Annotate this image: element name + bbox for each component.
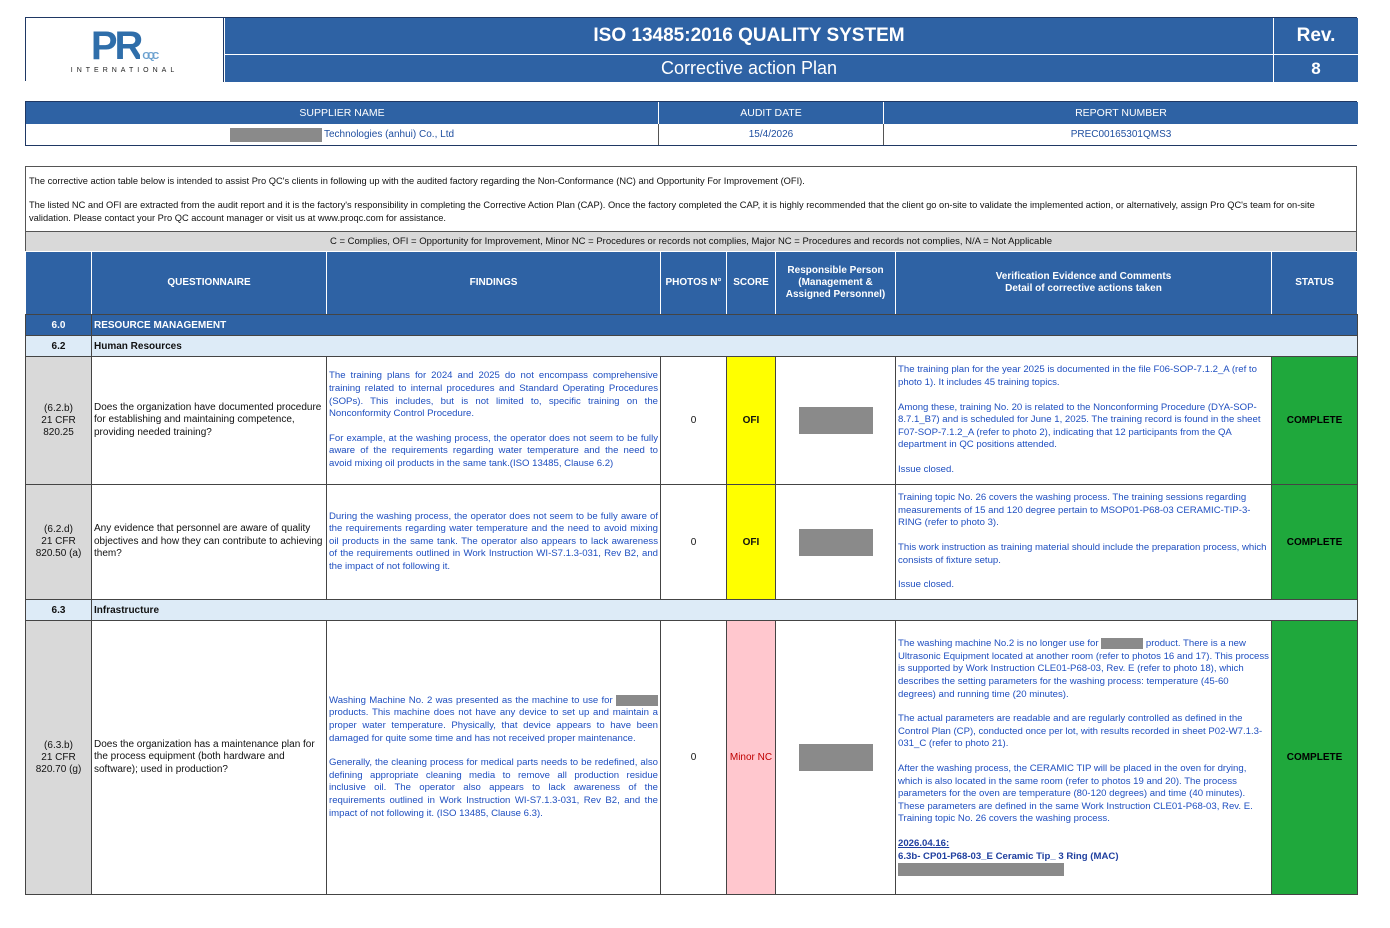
section-number: 6.0 — [26, 315, 92, 336]
verification-paragraph: Issue closed. — [898, 579, 954, 591]
verification-paragraph: The training plan for the year 2025 is documented in the file F06-SOP-7.1.2_A (ref to photo 1). It includes 45 training topics. — [898, 364, 1257, 389]
verification-text: product. There is a new Ultrasonic Equipment located at another room (refer to photos 16 and 17). This process is supported by Work Instruction CLE01-P68-03, Rev. E (refer to photo 18), which describes the setting parameters for the washing process: temperature (45-60 degrees) and running time (20 minutes). — [898, 638, 1269, 700]
verification-file-text: 6.3b- CP01-P68-03_E Ceramic Tip_ 3 Ring (MAC) — [898, 850, 1119, 862]
findings-header: FINDINGS — [327, 252, 661, 315]
verification-header-line-1: Verification Evidence and Comments — [995, 271, 1172, 282]
table-row — [26, 621, 1358, 895]
redacted-block — [230, 128, 322, 142]
audit-date-value: 15/4/2026 — [659, 124, 884, 145]
verification-paragraph: Training topic No. 26 covers the washing process. The training sessions regarding measurements of 15 and 120 degree pertain to MSOP01-P68-03 CERAMIC-TIP-3-RING (refer to photo 3). — [898, 492, 1251, 529]
photos-cell: 0 — [661, 485, 727, 600]
supplier-info-table — [25, 101, 1357, 146]
document-subtitle: Corrective action Plan — [224, 55, 1273, 82]
finding-paragraph: The training plans for 2024 and 2025 do not encompass comprehensive training related to internal procedures and Standard Operating Procedures (SOPs). This includes, but is not limited to, specific training on the Nonconformity Control Procedure. — [329, 370, 658, 420]
responsible-header-line-2: (Management & — [798, 277, 873, 288]
verification-file — [898, 851, 1269, 864]
findings-cell — [327, 621, 661, 895]
subsection-row — [26, 336, 1358, 357]
redacted-block — [1101, 638, 1143, 649]
intro-paragraph-1: The corrective action table below is intended to assist Pro QC's clients in following up with the audited factory regarding the Non-Conformance (NC) and Opportunity For Improvement (OFI). — [29, 176, 805, 186]
score-cell: Minor NC — [727, 621, 776, 895]
verification-cell — [896, 357, 1272, 485]
status-cell: COMPLETE — [1272, 621, 1358, 895]
verification-paragraph: After the washing process, the CERAMIC TIP will be placed in the oven for drying, which is also located in the same room (refer to photos 19 and 20). The process parameters for the oven are temperature (80-120 degrees) and time (40 minutes). These parameters are defined in the same Work Instruction CLE01-P68-03, Rev. E. Training topic No. 26 covers the washing process. — [898, 763, 1253, 825]
responsible-cell — [776, 357, 896, 485]
verification-cell — [896, 485, 1272, 600]
responsible-header — [776, 252, 896, 315]
verification-paragraph — [898, 638, 1269, 701]
subsection-number: 6.2 — [26, 336, 92, 357]
clause-header — [26, 252, 92, 315]
table-row — [26, 485, 1358, 600]
subsection-title: Infrastructure — [92, 600, 1358, 621]
status-cell: COMPLETE — [1272, 485, 1358, 600]
questionnaire-header: QUESTIONNAIRE — [92, 252, 327, 315]
verification-redacted-line — [898, 863, 1269, 877]
clause-cell — [26, 485, 92, 600]
section-row — [26, 315, 1358, 336]
verification-cell — [896, 621, 1272, 895]
clause-line: 820.25 — [43, 426, 74, 438]
clause-line: (6.2.d) — [44, 524, 73, 535]
finding-paragraph — [329, 695, 658, 745]
logo-mark: PR OQC — [90, 23, 157, 68]
clause-cell — [26, 357, 92, 485]
clause-line: 21 CFR — [41, 751, 76, 763]
redacted-block — [799, 744, 873, 771]
intro-paragraph-2: The listed NC and OFI are extracted from the audit report and it is the factory's responsibility in completing the Corrective Action Plan (CAP). Once the factory completed the CAP, it is highly recommended that the client go on-site to validate the implemented action, or alternatively, assign Pro QC's team for on-site validation. Please contact your Pro QC account manager or visit us at www.proqc.com for assistance. — [29, 200, 1315, 223]
subsection-row — [26, 600, 1358, 621]
clause-line: (6.3.b) — [44, 739, 73, 751]
clause-line: 820.50 (a) — [35, 548, 82, 559]
subsection-number: 6.3 — [26, 600, 92, 621]
score-legend: C = Complies, OFI = Opportunity for Improvement, Minor NC = Procedures or records not complies, Major NC = Procedures and records not complies, N/A = Not Applicable — [26, 231, 1356, 251]
redacted-block — [898, 863, 1064, 876]
redacted-block — [799, 407, 873, 434]
finding-text: products. This machine does not have any device to set up and maintain a proper water temperature. Physically, that device appears to have been damaged for quite some time and has not received proper maintenance. — [329, 707, 658, 744]
redacted-block — [799, 529, 873, 556]
supplier-name-text: Technologies (anhui) Co., Ltd — [323, 129, 455, 140]
report-number-header: REPORT NUMBER — [884, 102, 1358, 124]
supplier-name-value — [26, 124, 659, 145]
verification-date — [898, 838, 1269, 851]
audit-date-header: AUDIT DATE — [659, 102, 884, 124]
verification-date-text: 2026.04.16: — [898, 837, 950, 849]
verification-paragraph: This work instruction as training material should include the preparation process, which consists of fixture setup. — [898, 542, 1267, 566]
revision-value: 8 — [1273, 55, 1358, 82]
clause-line: 820.70 (g) — [35, 763, 82, 775]
photos-header: PHOTOS N° — [661, 252, 727, 315]
document-title: ISO 13485:2016 QUALITY SYSTEM — [224, 18, 1273, 55]
score-cell: OFI — [727, 357, 776, 485]
corrective-action-table — [25, 251, 1358, 895]
question-cell: Any evidence that personnel are aware of quality objectives and how they can contribute to achieving them? — [92, 485, 327, 600]
verification-paragraph: Issue closed. — [898, 463, 954, 475]
photos-cell: 0 — [661, 621, 727, 895]
verification-header-line-2: Detail of corrective actions taken — [1005, 283, 1162, 294]
score-header: SCORE — [727, 252, 776, 315]
status-header: STATUS — [1272, 252, 1358, 315]
findings-cell — [327, 485, 661, 600]
photos-cell: 0 — [661, 357, 727, 485]
intro-box — [25, 166, 1357, 251]
revision-label: Rev. — [1273, 18, 1358, 55]
table-row — [26, 357, 1358, 485]
verification-paragraph: Among these, training No. 20 is related to the Nonconforming Procedure (DYA-SOP-8.7.1_B7) and is scheduled for June 1, 2025. The training record is found in the sheet F07-SOP-7.1.2_A (refer to photo 2), indicating that 12 participants from the QA department in QC positions attended. — [898, 401, 1261, 451]
document-header — [25, 17, 1357, 81]
verification-paragraph: The actual parameters are readable and are regularly controlled as defined in the Control Plan (CP), conducted once per lot, with results recorded in sheet P02-W7.1.3-031_C (refer to photo 21). — [898, 713, 1263, 750]
table-header-row — [26, 252, 1358, 315]
question-cell: Does the organization has a maintenance plan for the process equipment (both hardware and software); used in production? — [92, 621, 327, 895]
finding-paragraph: Generally, the cleaning process for medical parts needs to be redefined, also defining appropriate cleaning media to remove all production residue inclusive oil. The operator also appears to lack awareness of the requirements outlined in Work Instruction WI-S7.1.3-031, Rev B2, and the impact of not following it. (ISO 13485, Clause 6.3). — [329, 757, 658, 819]
findings-cell — [327, 357, 661, 485]
status-cell: COMPLETE — [1272, 357, 1358, 485]
logo-subtitle: INTERNATIONAL — [70, 66, 179, 74]
section-title: RESOURCE MANAGEMENT — [92, 315, 1358, 336]
question-cell: Does the organization have documented procedure for establishing and maintaining competence, providing needed training? — [92, 357, 327, 485]
responsible-cell — [776, 485, 896, 600]
clause-cell — [26, 621, 92, 895]
clause-line: 21 CFR — [41, 536, 76, 547]
score-cell: OFI — [727, 485, 776, 600]
supplier-name-header: SUPPLIER NAME — [26, 102, 659, 124]
verification-text: The washing machine No.2 is no longer use for — [898, 638, 1099, 650]
responsible-header-line-1: Responsible Person — [787, 265, 884, 276]
responsible-header-line-3: Assigned Personnel) — [785, 289, 886, 300]
company-logo — [26, 18, 224, 82]
verification-header — [896, 252, 1272, 315]
redacted-block — [616, 695, 658, 706]
responsible-cell — [776, 621, 896, 895]
finding-paragraph: For example, at the washing process, the operator does not seem to be fully aware of the requirements regarding water temperature and the need to avoid mixing oil products in the same tank.(ISO 13485, Clause 6.2) — [329, 432, 658, 469]
report-number-value: PREC00165301QMS3 — [884, 124, 1358, 145]
finding-text: Washing Machine No. 2 was presented as the machine to use for — [329, 694, 613, 706]
subsection-title: Human Resources — [92, 336, 1358, 357]
clause-line: 21 CFR — [41, 414, 76, 426]
clause-line: (6.2.b) — [44, 402, 73, 414]
finding-paragraph: During the washing process, the operator does not seem to be fully aware of the requirements regarding water temperature and the need to avoid mixing oil products in the same tank. The operator also appears to lack awareness of the requirements outlined in Work Instruction WI-S7.1.3-031, Rev B2, and the impact of not following it. — [329, 510, 658, 572]
